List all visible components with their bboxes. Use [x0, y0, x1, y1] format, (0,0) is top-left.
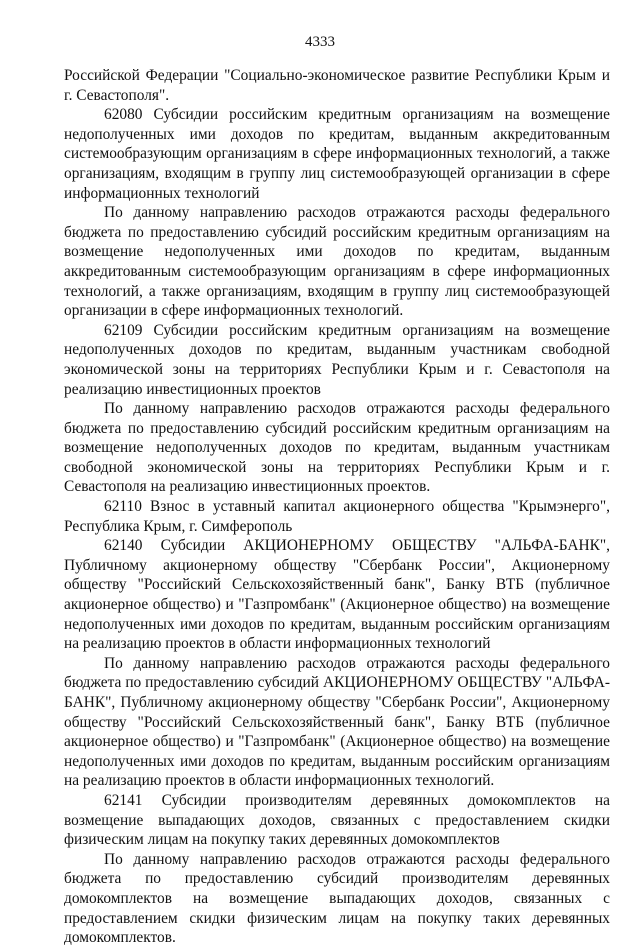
paragraph: Российской Федерации "Социально-экономическое развитие Республики Крым и г. Севастополя".: [64, 67, 610, 104]
paragraph: 62109 Субсидии российским кредитным организациям на возмещение недополученных доходов по кредитам, выданным участникам свободной экономической зоны на территориях Республики Крым и г. Севастополя на реализацию инвестиционных проектов: [64, 321, 610, 398]
page-number: 4333: [305, 34, 335, 50]
paragraph: По данному направлению расходов отражаются расходы федерального бюджета по предоставлению субсидий российским кредитным организациям на возмещение недополученных ими доходов по кредитам, выданным аккредитованным системообразующим организациям в сфере информационных технологий, а также организациям, входящим в группу лиц системообразующей организации в сфере информационных технологий.: [64, 204, 610, 320]
document-body: [64, 66, 610, 948]
paragraph: По данному направлению расходов отражаются расходы федерального бюджета по предоставлению субсидий производителям деревянных домокомплектов на возмещение выпадающих доходов, связанных с предоставлением скидки физическим лицам на покупку таких деревянных домокомплектов.: [64, 850, 610, 947]
paragraph: 62140 Субсидии АКЦИОНЕРНОМУ ОБЩЕСТВУ "АЛЬФА-БАНК", Публичному акционерному обществу "Сбербанк России", Акционерному обществу "Российский Сельскохозяйственный банк", Банку ВТБ (публичное акционерное общество) и "Газпромбанк" (Акционерное общество) на возмещение недополученных ими доходов по кредитам, выданным российским организациям на реализацию проектов в области информационных технологий: [64, 537, 610, 653]
paragraph: 62080 Субсидии российским кредитным организациям на возмещение недополученных ими доходов по кредитам, выданным аккредитованным системообразующим организациям в сфере информационных технологий, а также организациям, входящим в группу лиц системообразующей организации в сфере информационных технологий: [64, 106, 610, 202]
paragraph: По данному направлению расходов отражаются расходы федерального бюджета по предоставлению субсидий российским кредитным организациям на возмещение недополученных доходов по кредитам, выданным участникам свободной экономической зоны на территориях Республики Крым и г. Севастополя на реализацию инвестиционных проектов.: [64, 400, 610, 496]
paragraph: 62110 Взнос в уставный капитал акционерного общества "Крымэнерго", Республика Крым, г. Симферополь: [64, 498, 610, 535]
paragraph: 62141 Субсидии производителям деревянных домокомплектов на возмещение выпадающих доходов, связанных с предоставлением скидки физическим лицам на покупку таких деревянных домокомплектов: [64, 791, 610, 849]
paragraph: По данному направлению расходов отражаются расходы федерального бюджета по предоставлению субсидий АКЦИОНЕРНОМУ ОБЩЕСТВУ "АЛЬФА-БАНК", Публичному акционерному обществу "Сбербанк России", Акционерному обществу "Российский Сельскохозяйственный банк", Банку ВТБ (публичное акционерное общество) и "Газпромбанк" (Акционерное общество) на возмещение недополученных ими доходов по кредитам, выданным российским организациям на реализацию проектов в области информационных технологий.: [64, 654, 610, 790]
